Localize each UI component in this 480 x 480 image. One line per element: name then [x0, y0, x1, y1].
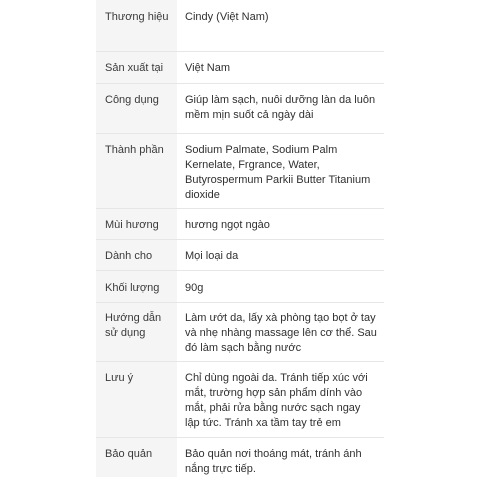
spec-value-made-in: Việt Nam [177, 51, 384, 83]
spec-label-uses: Công dụng [96, 83, 177, 133]
spec-value-brand: Cindy (Việt Nam) [177, 0, 384, 51]
spec-row-made-in [96, 51, 384, 83]
spec-value-for: Mọi loại da [177, 239, 384, 270]
spec-value-instructions: Làm ướt da, lấy xà phòng tạo bọt ở tay và nhẹ nhàng massage lên cơ thể. Sau đó làm sạch bằng nước [177, 302, 384, 361]
spec-row-instructions [96, 302, 384, 361]
spec-value-notes: Chỉ dùng ngoài da. Tránh tiếp xúc với mắt, trường hợp sản phẩm dính vào mắt, phải rửa bằng nước sạch ngay lập tức. Tránh xa tầm tay trẻ em [177, 361, 384, 437]
spec-value-ingredients: Sodium Palmate, Sodium Palm Kernelate, Frgrance, Water, Butyrospermum Parkii Butter Titanium dioxide [177, 133, 384, 208]
product-spec-table [96, 0, 384, 477]
spec-row-ingredients [96, 133, 384, 208]
spec-label-weight: Khối lượng [96, 270, 177, 302]
spec-value-storage: Bảo quản nơi thoáng mát, tránh ánh nắng trực tiếp. [185, 447, 362, 475]
spec-label-storage: Bảo quản [96, 437, 177, 477]
spec-row-uses [96, 83, 384, 133]
spec-label-scent: Mùi hương [96, 208, 177, 239]
spec-value-weight: 90g [177, 270, 384, 302]
spec-row-weight [96, 270, 384, 302]
spec-label-for: Dành cho [96, 239, 177, 270]
spec-label-ingredients: Thành phần [96, 133, 177, 208]
spec-row-brand [96, 0, 384, 51]
spec-row-scent [96, 208, 384, 239]
spec-row-for [96, 239, 384, 270]
spec-value-uses: Giúp làm sạch, nuôi dưỡng làn da luôn mềm mịn suốt cả ngày dài [177, 83, 384, 133]
spec-row-notes [96, 361, 384, 437]
spec-label-brand: Thương hiệu [96, 0, 177, 51]
spec-value-scent: hương ngọt ngào [177, 208, 384, 239]
spec-label-instructions: Hướng dẫn sử dụng [96, 302, 177, 361]
spec-label-made-in: Sản xuất tại [96, 51, 177, 83]
spec-row-storage [96, 437, 384, 477]
spec-label-notes: Lưu ý [96, 361, 177, 437]
